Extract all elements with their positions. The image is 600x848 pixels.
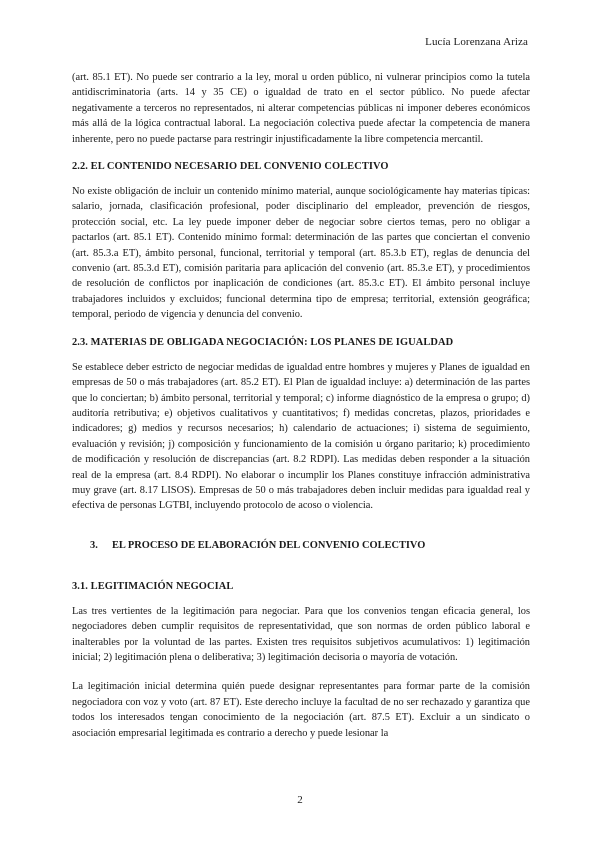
page-body <box>72 70 530 755</box>
intro-paragraph: (art. 85.1 ET). No puede ser contrario a la ley, moral u orden público, ni vulnerar principios como la tutela antidiscriminatoria (arts. 14 y 35 CE) o igualdad de trato en el sector público. No puede afectar negativamente a terceros no representados, ni alterar competencias públicas ni imponer deberes económicos más allá de la lógica contractual laboral. La negociación colectiva puede afectar la competencia de manera inherente, pero no puede pactarse para restringir injustificadamente la libre competencia mercantil. <box>72 72 530 145</box>
page-number: 2 <box>297 794 303 806</box>
section-3-1-paragraph-2: La legitimación inicial determina quién puede designar representantes para formar parte de la comisión negociadora con voz y voto (art. 87 ET). Este derecho incluye la facultad de no ser rechazado y garantiza que todos los interesados tengan conocimiento de la negociación (art. 87.5 ET). Excluir a un sindicato o asociación empresarial legitimada es contrario a derecho y puede lesionar la <box>72 681 530 739</box>
section-2-3-paragraph: Se establece deber estricto de negociar medidas de igualdad entre hombres y mujeres y Planes de igualdad en empresas de 50 o más trabajadores (art. 85.2 ET). El Plan de igualdad incluye: a) determinación de las partes que lo conciertan; b) ámbito personal, territorial y temporal; c) informe diagnóstico de la empresa o grupo; d) auditoría retributiva; e) objetivos cualitativos y cuantitativos; f) medidas concretas, plazos, prioridades e indicadores; g) medios y recursos necesarios; h) calendario de actuaciones; i) sistema de seguimiento, evaluación y revisión; j) composición y funcionamiento de la comisión u órgano paritario; k) procedimiento de modificación y resolución de discrepancias (art. 8.2 RDPI). Las medidas deben responder a la situación real de la empresa (art. 8.4 RDPI). No elaborar o incumplir los Planes constituye infracción administrativa muy grave (art. 8.17 LISOS). Empresas de 50 o más trabajadores deben incluir medidas para igualdad real y efectiva de personas LGTBI, incluyendo protocolo de acoso o violencia. <box>72 361 530 512</box>
section-3-1-paragraph-1: Las tres vertientes de la legitimación para negociar. Para que los convenios tengan eficacia general, los negociadores deben cumplir requisitos de representatividad, que son normas de orden público laboral e inalterables por la voluntad de las partes. Existen tres requisitos subjetivos acumulativos: 1) legitimación inicial; 2) legitimación plena o deliberativa; 3) legitimación decisoria o mayoría de votación. <box>72 605 530 663</box>
section-2-2-heading: 2.2. EL CONTENIDO NECESARIO DEL CONVENIO COLECTIVO <box>72 161 389 173</box>
section-2-3-heading: 2.3. MATERIAS DE OBLIGADA NEGOCIACIÓN: LOS PLANES DE IGUALDAD <box>72 336 454 348</box>
section-3-title: EL PROCESO DE ELABORACIÓN DEL CONVENIO COLECTIVO <box>112 539 426 551</box>
section-2-2-paragraph: No existe obligación de incluir un contenido mínimo material, aunque sociológicamente hay materias típicas: salario, jornada, clasificación profesional, poder disciplinario del empleador, prevención de riesgos, protección social, etc. La ley puede imponer deber de negociar sobre ciertos temas, pero no obligar a pactarlos (art. 85.1 ET). Contenido mínimo formal: determinación de las partes que conciertan el convenio (art. 85.3.a ET), ámbito personal, funcional, territorial y temporal (art. 85.3.b ET), reglas de denuncia del convenio (art. 85.3.d ET), comisión paritaria para aplicación del convenio (art. 85.3.e ET), y procedimientos de resolución de conflictos por inaplicación de condiciones (art. 85.3.c ET). El ámbito personal incluye trabajadores incluidos y excluidos; funcional determina tipo de empresa; territorial, extensión geográfica; temporal, periodo de vigencia y denuncia del convenio. <box>72 186 530 321</box>
section-3-number: 3. <box>90 539 98 551</box>
section-3-1-heading: 3.1. LEGITIMACIÓN NEGOCIAL <box>72 580 234 592</box>
page-header-author: Lucía Lorenzana Ariza <box>425 36 528 48</box>
section-3-heading <box>72 540 530 551</box>
